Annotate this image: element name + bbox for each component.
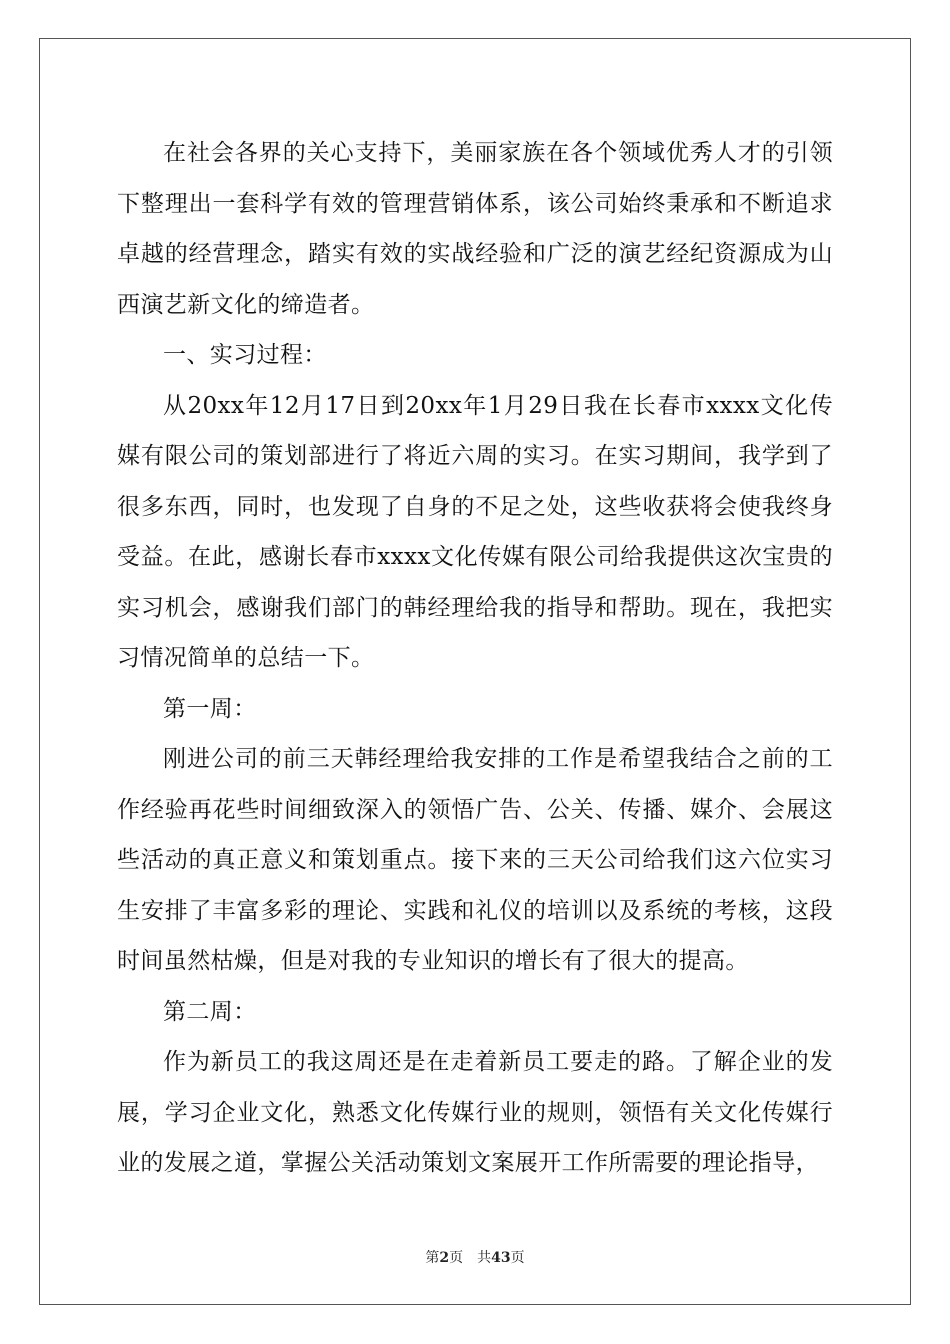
footer-total-suffix: 页 [510,1250,525,1266]
paragraph-week-one: 刚进公司的前三天韩经理给我安排的工作是希望我结合之前的工作经验再花些时间细致深入的领悟广告、公关、传播、媒介、会展这些活动的真正意义和策划重点。接下来的三天公司给我们这六位实习生安排了丰富多彩的理论、实践和礼仪的培训以及系统的考核，这段时间虽然枯燥，但是对我的专业知识的增长有了很大的提高。 [117,746,833,974]
current-page-number: 2 [439,1250,450,1266]
paragraph-intro: 在社会各界的关心支持下，美丽家族在各个领域优秀人才的引领下整理出一套科学有效的管理营销体系，该公司始终秉承和不断追求卓越的经营理念，踏实有效的实战经验和广泛的演艺经纪资源成为山西演艺新文化的缔造者。 [117,140,833,318]
heading-internship-process: 一、实习过程： [163,342,327,368]
document-body [117,128,833,1189]
heading-week-two: 第二周： [163,998,257,1025]
paragraph-week-two: 作为新员工的我这周还是在走着新员工要走的路。了解企业的发展，学习企业文化，熟悉文化传媒行业的规则，领悟有关文化传媒行业的发展之道，掌握公关活动策划文案展开工作所需要的理论指导， [117,1049,833,1176]
footer-prefix: 第 [425,1250,440,1266]
footer-total-prefix: 共 [477,1250,492,1266]
heading-week-one: 第一周： [163,695,257,722]
footer-page-word: 页 [449,1250,464,1266]
total-page-count: 43 [491,1250,511,1266]
paragraph-internship-overview: 从20xx年12月17日到20xx年1月29日我在长春市xxxx文化传媒有限公司的策划部进行了将近六周的实习。在实习期间，我学到了很多东西，同时，也发现了自身的不足之处，这些收获将会使我终身受益。在此，感谢长春市xxxx文化传媒有限公司给我提供这次宝贵的实习机会，感谢我们部门的韩经理给我的指导和帮助。现在，我把实习情况简单的总结一下。 [117,392,833,671]
page-footer [0,1247,950,1267]
